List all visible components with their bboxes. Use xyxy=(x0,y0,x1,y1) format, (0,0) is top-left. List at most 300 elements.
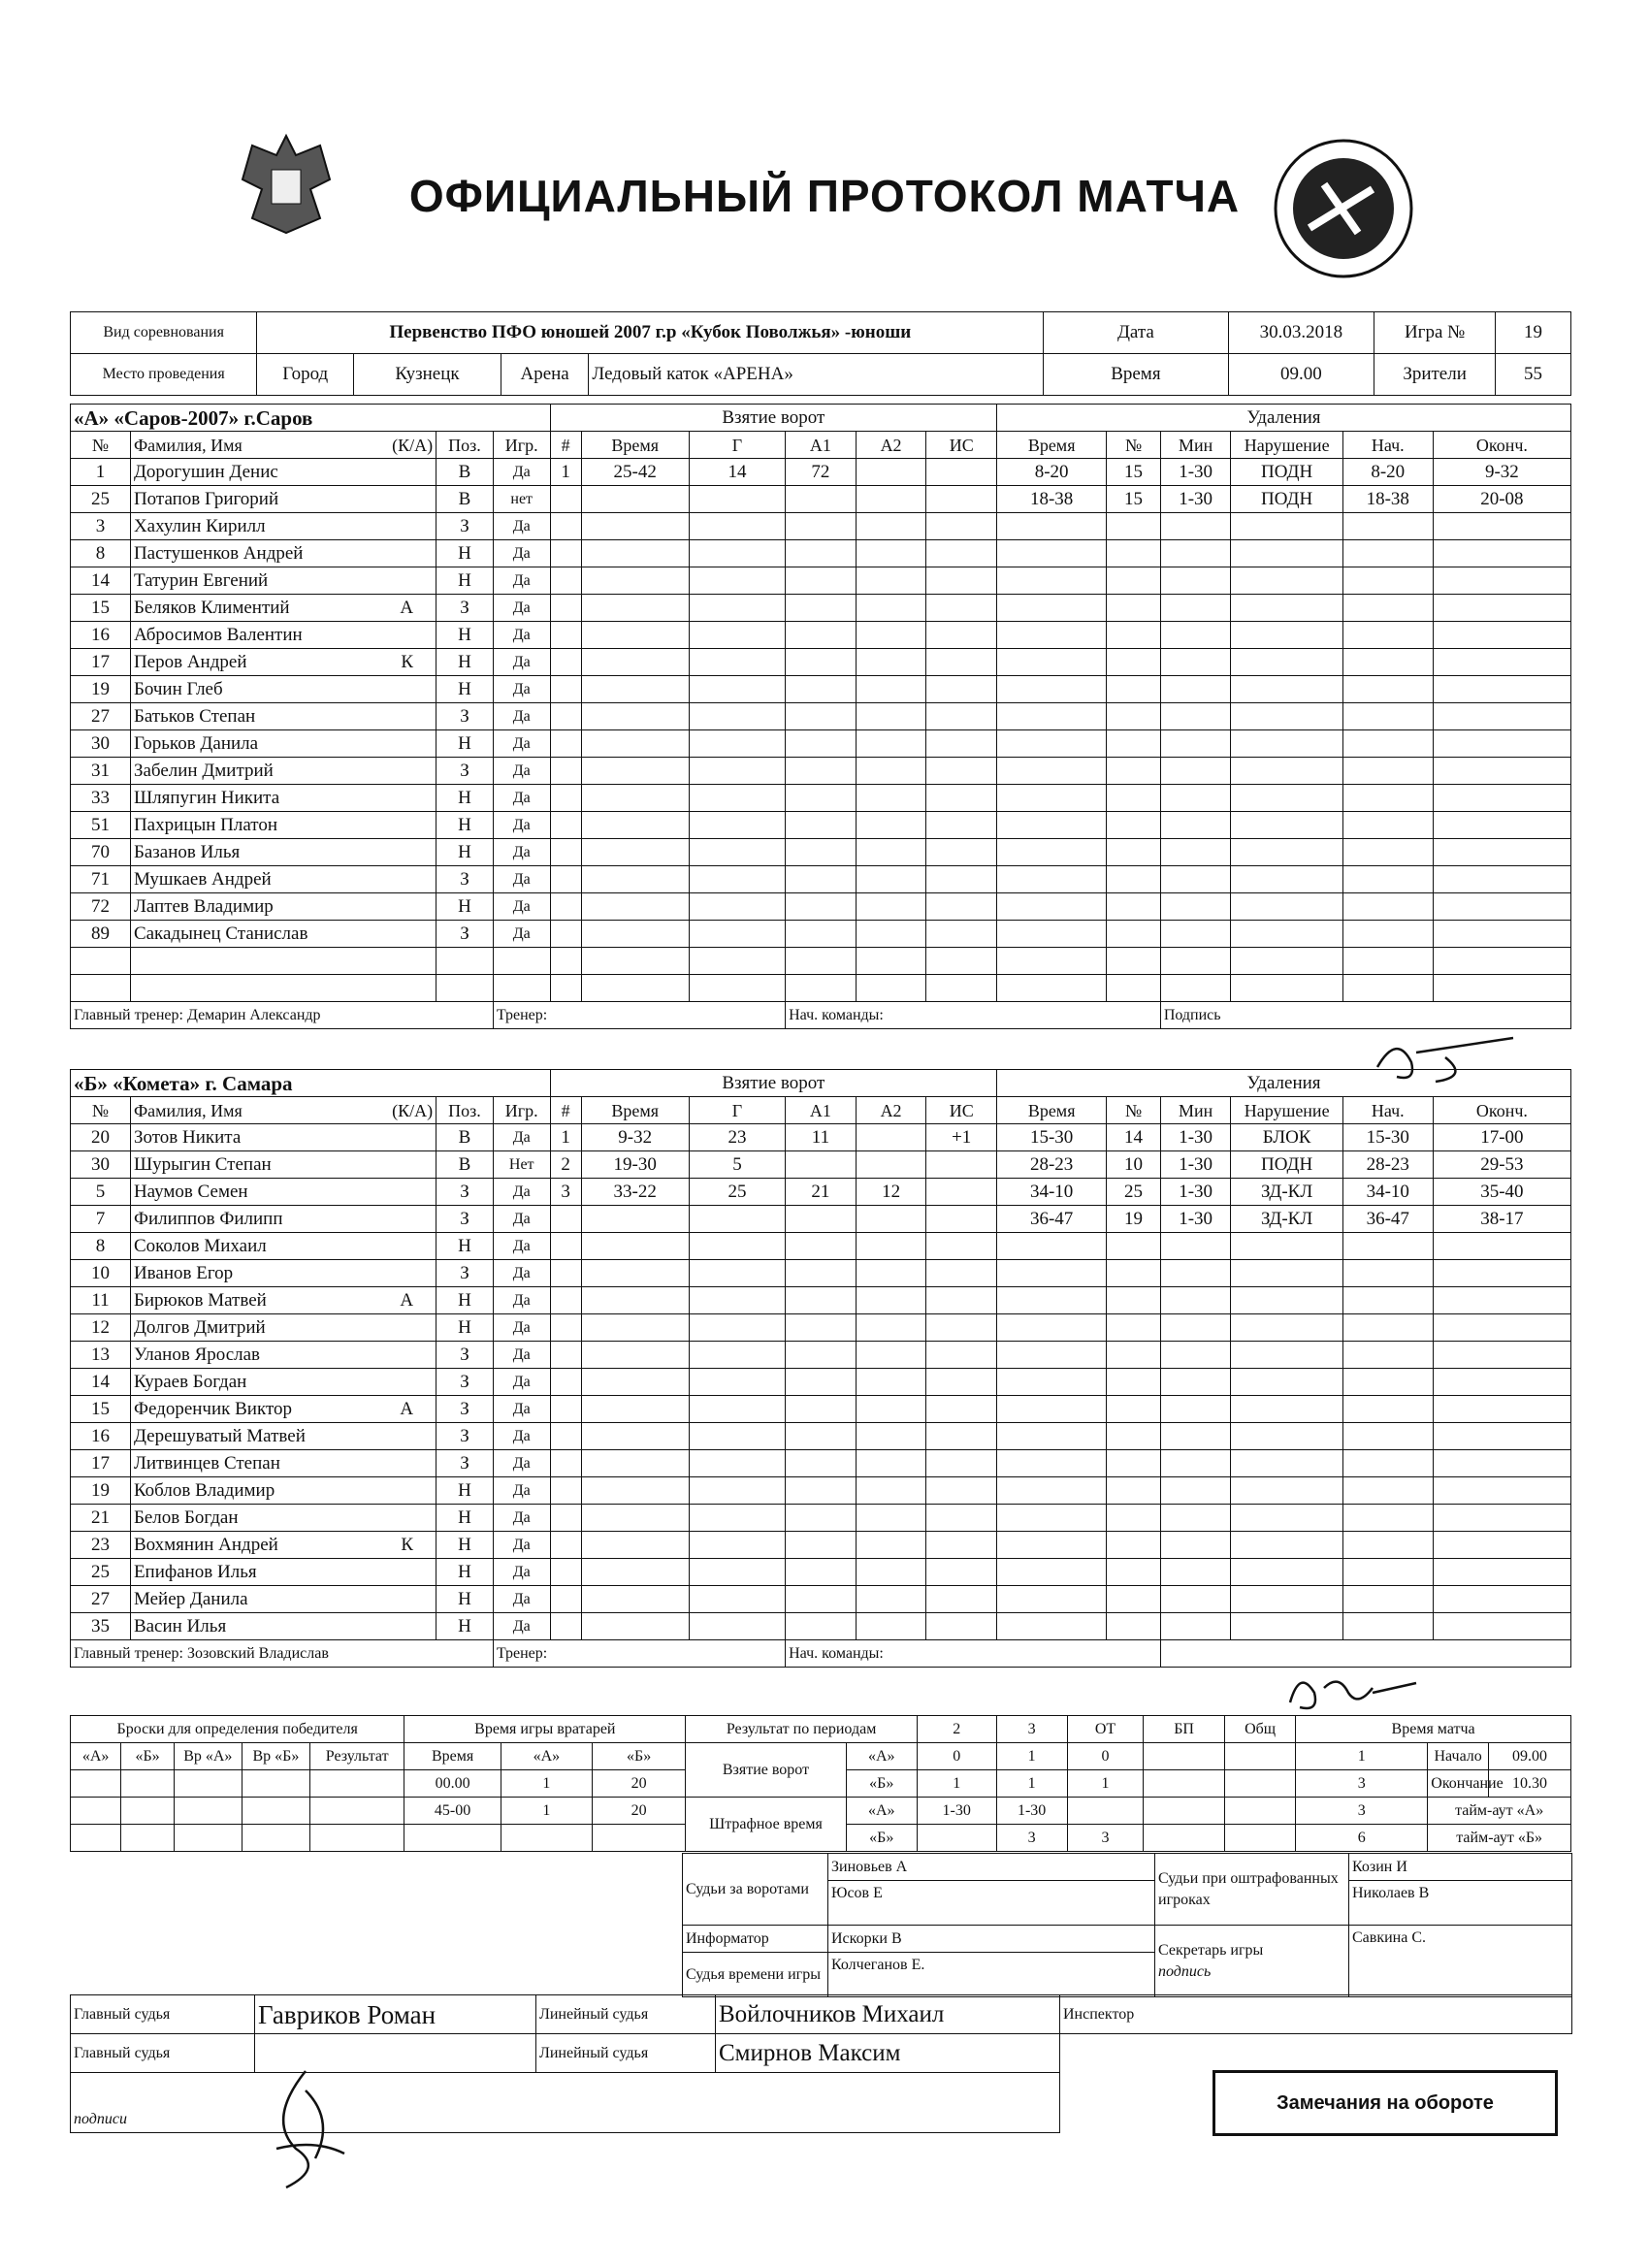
pen-end xyxy=(1433,1477,1570,1505)
goal-is xyxy=(926,649,997,676)
goal-hash: 1 xyxy=(550,459,581,486)
player-number: 16 xyxy=(71,622,131,649)
player-number xyxy=(71,975,131,1002)
goal-time xyxy=(581,1314,689,1342)
team-b-table xyxy=(70,1069,1571,1668)
goal-time xyxy=(581,1206,689,1233)
shootout-col-a: «А» xyxy=(71,1743,121,1770)
goal-hash xyxy=(550,1342,581,1369)
goal-a1 xyxy=(786,1260,857,1287)
pen-time: 18-38 xyxy=(997,486,1107,513)
pen-start xyxy=(1342,1505,1433,1532)
pen-infraction xyxy=(1231,839,1342,866)
goal-a2 xyxy=(856,1586,926,1613)
pen-end xyxy=(1433,1396,1570,1423)
goal-a2 xyxy=(856,1450,926,1477)
goal-is xyxy=(926,1342,997,1369)
goal-hash xyxy=(550,866,581,893)
goal-scorer xyxy=(689,676,785,703)
player-position: В xyxy=(436,1124,494,1151)
pen-start xyxy=(1342,1586,1433,1613)
team-a-title: «А» «Саров-2007» г.Саров xyxy=(71,405,551,432)
player-name: Шляпугин Никита xyxy=(133,787,280,808)
pim-team-a-label: «А» xyxy=(846,1798,917,1825)
goal-a1 xyxy=(786,921,857,948)
goal-a1 xyxy=(786,595,857,622)
goal-a2 xyxy=(856,459,926,486)
goal-is xyxy=(926,1505,997,1532)
pen-time xyxy=(997,1423,1107,1450)
end-label: Окончание xyxy=(1428,1770,1489,1798)
pen-end xyxy=(1433,540,1570,567)
goal-time xyxy=(581,785,689,812)
pen-end xyxy=(1433,1613,1570,1640)
player-name-cell xyxy=(130,1505,436,1532)
goal-hash xyxy=(550,649,581,676)
goals-b-p3: 1 xyxy=(1067,1770,1143,1798)
spectators-label: Зрители xyxy=(1374,354,1496,396)
player-number: 27 xyxy=(71,703,131,730)
goal-judge-2: Юсов Е xyxy=(828,1881,1155,1926)
pen-start xyxy=(1342,1314,1433,1342)
player-row xyxy=(71,1151,1571,1179)
goal-a2 xyxy=(856,866,926,893)
pen-end xyxy=(1433,513,1570,540)
goal-a1 xyxy=(786,1477,857,1505)
player-row xyxy=(71,1396,1571,1423)
pen-time xyxy=(997,1369,1107,1396)
player-played: Да xyxy=(493,676,550,703)
pim-b-p3: 3 xyxy=(1067,1825,1143,1852)
pen-time xyxy=(997,975,1107,1002)
goal-is xyxy=(926,921,997,948)
goal-scorer xyxy=(689,948,785,975)
pen-infraction xyxy=(1231,866,1342,893)
player-played: Да xyxy=(493,1559,550,1586)
timekeeper-value: Колчеганов Е. xyxy=(828,1953,1155,1997)
pen-start: 18-38 xyxy=(1342,486,1433,513)
goal-a2 xyxy=(856,486,926,513)
player-number: 5 xyxy=(71,1179,131,1206)
player-captain-mark: А xyxy=(400,1398,414,1419)
pen-num xyxy=(1107,1505,1161,1532)
signatures-label: подписи xyxy=(71,2073,1060,2133)
goal-is xyxy=(926,513,997,540)
pen-min xyxy=(1160,1423,1231,1450)
player-name-cell xyxy=(130,948,436,975)
player-number: 8 xyxy=(71,540,131,567)
gk-row-time: 00.00 xyxy=(404,1770,501,1798)
player-position: В xyxy=(436,486,494,513)
goal-is xyxy=(926,1314,997,1342)
goal-is xyxy=(926,1450,997,1477)
player-name-cell xyxy=(130,921,436,948)
player-name-cell xyxy=(130,486,436,513)
pen-num xyxy=(1107,703,1161,730)
goal-a2 xyxy=(856,703,926,730)
goal-time xyxy=(581,758,689,785)
goal-scorer: 23 xyxy=(689,1124,785,1151)
player-played: Да xyxy=(493,1613,550,1640)
pen-min xyxy=(1160,1559,1231,1586)
goal-scorer xyxy=(689,1342,785,1369)
pen-end xyxy=(1433,567,1570,595)
goal-scorer: 5 xyxy=(689,1151,785,1179)
col-goal-scorer: Г xyxy=(689,1097,785,1124)
pim-label: Штрафное время xyxy=(686,1798,846,1852)
pen-min xyxy=(1160,1314,1231,1342)
secretary-sub-label: подпись xyxy=(1158,1962,1212,1980)
goal-hash xyxy=(550,595,581,622)
pen-end xyxy=(1433,1287,1570,1314)
col-pos: Поз. xyxy=(436,1097,494,1124)
pen-start xyxy=(1342,921,1433,948)
pen-min xyxy=(1160,975,1231,1002)
pen-time: 36-47 xyxy=(997,1206,1107,1233)
pen-infraction: БЛОК xyxy=(1231,1124,1342,1151)
player-number: 17 xyxy=(71,649,131,676)
player-row xyxy=(71,1179,1571,1206)
goal-is xyxy=(926,1559,997,1586)
pen-end xyxy=(1433,1586,1570,1613)
player-name: Мейер Данила xyxy=(133,1588,248,1609)
player-name: Абросимов Валентин xyxy=(133,624,303,645)
pen-min xyxy=(1160,595,1231,622)
pen-time: 34-10 xyxy=(997,1179,1107,1206)
goal-a1 xyxy=(786,785,857,812)
period-2-header: 2 xyxy=(917,1716,996,1743)
pen-start xyxy=(1342,595,1433,622)
player-played: Да xyxy=(493,703,550,730)
time-label: Время xyxy=(1044,354,1228,396)
player-row xyxy=(71,513,1571,540)
goal-a2 xyxy=(856,540,926,567)
player-row xyxy=(71,975,1571,1002)
player-played: Да xyxy=(493,1369,550,1396)
goal-a2 xyxy=(856,785,926,812)
col-num: № xyxy=(71,432,131,459)
city-label: Город xyxy=(257,354,354,396)
goal-hash xyxy=(550,1396,581,1423)
player-name: Дерешуватый Матвей xyxy=(133,1425,306,1446)
periods-title: Результат по периодам xyxy=(686,1716,918,1743)
player-number: 10 xyxy=(71,1260,131,1287)
player-number: 11 xyxy=(71,1287,131,1314)
pen-time: 15-30 xyxy=(997,1124,1107,1151)
shootout-title: Броски для определения победителя xyxy=(71,1716,404,1743)
gk-row-a: 1 xyxy=(501,1798,592,1825)
pen-time xyxy=(997,921,1107,948)
goals-team-a-label: «А» xyxy=(846,1743,917,1770)
player-number: 51 xyxy=(71,812,131,839)
pen-end xyxy=(1433,1559,1570,1586)
pen-start xyxy=(1342,730,1433,758)
player-position: З xyxy=(436,1179,494,1206)
player-name-cell xyxy=(130,540,436,567)
timeout-b-label: тайм-аут «Б» xyxy=(1428,1825,1571,1852)
pen-start: 34-10 xyxy=(1342,1179,1433,1206)
goal-scorer: 14 xyxy=(689,459,785,486)
goals-a-ot xyxy=(1144,1743,1225,1770)
pen-start xyxy=(1342,622,1433,649)
pen-time xyxy=(997,622,1107,649)
goal-is xyxy=(926,1477,997,1505)
col-pen-num: № xyxy=(1107,432,1161,459)
player-row xyxy=(71,785,1571,812)
goal-a1 xyxy=(786,1532,857,1559)
player-played: Да xyxy=(493,1179,550,1206)
total-header: Общ xyxy=(1224,1716,1295,1743)
pen-num xyxy=(1107,1369,1161,1396)
player-number: 30 xyxy=(71,730,131,758)
pen-infraction xyxy=(1231,1532,1342,1559)
goal-is xyxy=(926,785,997,812)
pen-start xyxy=(1342,649,1433,676)
player-name-cell xyxy=(130,1179,436,1206)
player-played: Да xyxy=(493,730,550,758)
informer-label: Информатор xyxy=(683,1926,828,1953)
pen-end xyxy=(1433,785,1570,812)
player-name-cell xyxy=(130,839,436,866)
player-name: Татурин Евгений xyxy=(133,569,269,591)
goal-scorer xyxy=(689,758,785,785)
player-played xyxy=(493,948,550,975)
goal-scorer xyxy=(689,1613,785,1640)
goal-scorer xyxy=(689,893,785,921)
page-title: ОФИЦИАЛЬНЫЙ ПРОТОКОЛ МАТЧА xyxy=(408,171,1241,221)
pen-start: 8-20 xyxy=(1342,459,1433,486)
pim-b-ot xyxy=(1144,1825,1225,1852)
pen-num: 10 xyxy=(1107,1151,1161,1179)
pen-time xyxy=(997,730,1107,758)
player-name: Мушкаев Андрей xyxy=(133,868,272,890)
goals-a-p3: 0 xyxy=(1067,1743,1143,1770)
col-goal-is: ИС xyxy=(926,1097,997,1124)
pen-min xyxy=(1160,1505,1231,1532)
pen-min xyxy=(1160,540,1231,567)
player-number: 7 xyxy=(71,1206,131,1233)
player-played: Да xyxy=(493,1505,550,1532)
goal-scorer xyxy=(689,567,785,595)
goal-scorer: 25 xyxy=(689,1179,785,1206)
player-row xyxy=(71,595,1571,622)
goal-is xyxy=(926,622,997,649)
pen-min xyxy=(1160,1532,1231,1559)
goal-hash xyxy=(550,1369,581,1396)
goal-is xyxy=(926,866,997,893)
pen-num xyxy=(1107,812,1161,839)
goal-hash xyxy=(550,975,581,1002)
player-position: З xyxy=(436,703,494,730)
player-played: Да xyxy=(493,513,550,540)
pen-infraction xyxy=(1231,676,1342,703)
col-goal-a1: А1 xyxy=(786,432,857,459)
pen-num xyxy=(1107,866,1161,893)
pen-time xyxy=(997,649,1107,676)
goal-scorer xyxy=(689,703,785,730)
pen-num xyxy=(1107,1342,1161,1369)
player-number: 15 xyxy=(71,1396,131,1423)
goal-a1 xyxy=(786,1505,857,1532)
pen-time xyxy=(997,1559,1107,1586)
pen-time xyxy=(997,595,1107,622)
goal-hash xyxy=(550,567,581,595)
goal-scorer xyxy=(689,785,785,812)
secretary-value: Савкина С. xyxy=(1349,1926,1572,1997)
player-row xyxy=(71,1505,1571,1532)
end-value: 10.30 xyxy=(1489,1770,1571,1798)
goal-a1 xyxy=(786,1450,857,1477)
goal-a2 xyxy=(856,622,926,649)
goal-a1 xyxy=(786,676,857,703)
player-number: 72 xyxy=(71,893,131,921)
pen-end xyxy=(1433,730,1570,758)
pen-num xyxy=(1107,513,1161,540)
player-number xyxy=(71,948,131,975)
player-position: З xyxy=(436,595,494,622)
pen-start: 28-23 xyxy=(1342,1151,1433,1179)
pen-start xyxy=(1342,785,1433,812)
summary-table xyxy=(70,1715,1571,1852)
goal-a2 xyxy=(856,948,926,975)
officials-table xyxy=(682,1853,1572,1997)
pen-num xyxy=(1107,595,1161,622)
pen-time xyxy=(997,1586,1107,1613)
goal-hash xyxy=(550,1532,581,1559)
pen-end xyxy=(1433,948,1570,975)
goal-time xyxy=(581,1505,689,1532)
player-position: Н xyxy=(436,622,494,649)
pen-end xyxy=(1433,1369,1570,1396)
player-name-cell xyxy=(130,1613,436,1640)
col-pen-infraction: Нарушение xyxy=(1231,432,1342,459)
arena-value: Ледовый каток «АРЕНА» xyxy=(589,354,1044,396)
col-goal-time: Время xyxy=(581,1097,689,1124)
player-played: Да xyxy=(493,1233,550,1260)
team-a-chief: Нач. команды: xyxy=(786,1002,1161,1029)
pen-end xyxy=(1433,649,1570,676)
pen-min xyxy=(1160,649,1231,676)
pen-end xyxy=(1433,839,1570,866)
col-goal-a1: А1 xyxy=(786,1097,857,1124)
pen-infraction: ПОДН xyxy=(1231,459,1342,486)
pen-start xyxy=(1342,1260,1433,1287)
pen-num xyxy=(1107,921,1161,948)
player-name: Литвинцев Степан xyxy=(133,1452,280,1474)
player-row xyxy=(71,1613,1571,1640)
goal-time xyxy=(581,1396,689,1423)
goal-time: 25-42 xyxy=(581,459,689,486)
player-name: Долгов Дмитрий xyxy=(133,1316,266,1338)
pen-start xyxy=(1342,567,1433,595)
player-name: Белов Богдан xyxy=(133,1507,239,1528)
goal-a2 xyxy=(856,1477,926,1505)
goal-a1 xyxy=(786,513,857,540)
pen-end xyxy=(1433,866,1570,893)
goal-a1: 72 xyxy=(786,459,857,486)
goal-hash xyxy=(550,703,581,730)
player-position: В xyxy=(436,1151,494,1179)
pen-time xyxy=(997,1396,1107,1423)
goal-a1 xyxy=(786,486,857,513)
pen-time xyxy=(997,839,1107,866)
goal-a2: 12 xyxy=(856,1179,926,1206)
goal-a2 xyxy=(856,567,926,595)
player-name-cell xyxy=(130,1233,436,1260)
date-label: Дата xyxy=(1044,312,1228,354)
player-number: 70 xyxy=(71,839,131,866)
competition-name: Первенство ПФО юношей 2007 г.р «Кубок Поволжья» -юноши xyxy=(257,312,1044,354)
pen-end xyxy=(1433,975,1570,1002)
player-played: Да xyxy=(493,1532,550,1559)
goal-is xyxy=(926,839,997,866)
player-captain-mark: К xyxy=(401,1534,414,1555)
player-played: нет xyxy=(493,486,550,513)
pen-num xyxy=(1107,839,1161,866)
player-played: Да xyxy=(493,1287,550,1314)
goal-hash xyxy=(550,540,581,567)
player-number: 20 xyxy=(71,1124,131,1151)
player-name: Забелин Дмитрий xyxy=(133,760,274,781)
pen-start xyxy=(1342,1532,1433,1559)
goal-time xyxy=(581,1532,689,1559)
player-captain-mark: А xyxy=(400,1289,414,1311)
pim-a-p2: 1-30 xyxy=(996,1798,1067,1825)
goal-is xyxy=(926,812,997,839)
player-position: З xyxy=(436,1342,494,1369)
player-row xyxy=(71,486,1571,513)
player-played: Да xyxy=(493,866,550,893)
pen-num xyxy=(1107,622,1161,649)
goal-a2 xyxy=(856,513,926,540)
player-played: Да xyxy=(493,1586,550,1613)
pen-min: 1-30 xyxy=(1160,1206,1231,1233)
goal-hash xyxy=(550,1450,581,1477)
player-played: Да xyxy=(493,1450,550,1477)
player-number: 14 xyxy=(71,1369,131,1396)
player-name: Беляков Климентий xyxy=(133,597,290,618)
referee-1: Гавриков Роман xyxy=(255,1995,536,2034)
player-name-cell xyxy=(130,975,436,1002)
inspector-label: Инспектор xyxy=(1060,1995,1572,2034)
player-position: З xyxy=(436,1450,494,1477)
player-row xyxy=(71,1314,1571,1342)
player-name-cell xyxy=(130,758,436,785)
goals-by-period-label: Взятие ворот xyxy=(686,1743,846,1798)
goal-a1 xyxy=(786,649,857,676)
pen-end: 35-40 xyxy=(1433,1179,1570,1206)
venue-label: Место проведения xyxy=(71,354,257,396)
col-pen-min: Мин xyxy=(1160,1097,1231,1124)
pen-infraction xyxy=(1231,1559,1342,1586)
col-pen-min: Мин xyxy=(1160,432,1231,459)
goal-a1 xyxy=(786,1559,857,1586)
linesman-1: Войлочников Михаил xyxy=(716,1995,1060,2034)
goal-hash xyxy=(550,785,581,812)
player-name-cell xyxy=(130,649,436,676)
pen-start: 15-30 xyxy=(1342,1124,1433,1151)
referee-label: Главный судья xyxy=(71,1995,255,2034)
pen-infraction xyxy=(1231,1233,1342,1260)
pen-time xyxy=(997,1477,1107,1505)
goal-is xyxy=(926,540,997,567)
goal-is xyxy=(926,703,997,730)
goal-a1 xyxy=(786,812,857,839)
shootout-col-vr-b: Вр «Б» xyxy=(242,1743,309,1770)
goal-is xyxy=(926,676,997,703)
goal-hash xyxy=(550,1559,581,1586)
player-played: Да xyxy=(493,1423,550,1450)
